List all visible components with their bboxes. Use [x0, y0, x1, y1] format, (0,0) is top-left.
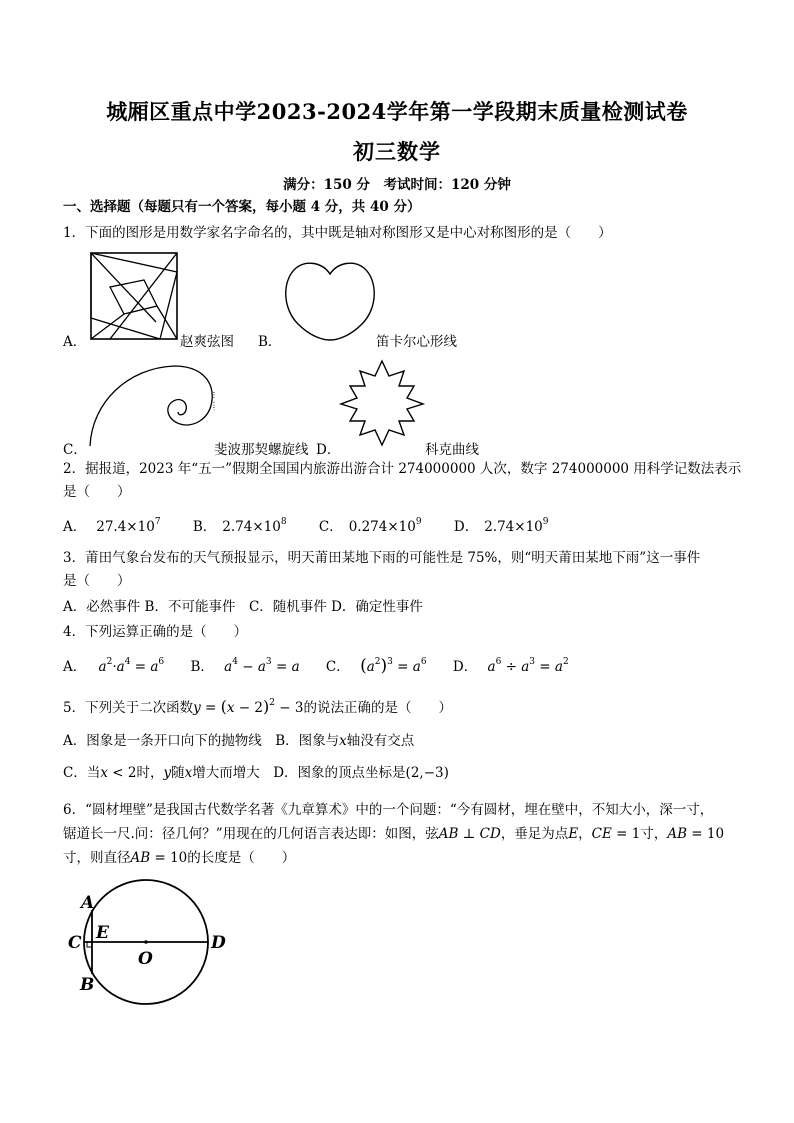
q2-option-d-base: 2.74×10	[484, 519, 543, 535]
q1-option-d-letter: D．	[316, 442, 341, 458]
q2-option-c-base: 0.274×10	[348, 519, 416, 535]
question-5-stem	[63, 697, 452, 718]
q5-option-c-tail: 增大而增大 D．图象的顶点坐标是	[192, 765, 406, 781]
q4-option-a-expr: $a^2\cdot a^4 = a^6$	[98, 657, 165, 675]
question-5-options-cd	[63, 763, 449, 783]
question-3-options: A．必然事件 B．不可能事件 C．随机事件 D．确定性事件	[63, 599, 423, 615]
q5-stem-prefix: 5．下列关于二次函数	[63, 700, 194, 716]
q5-option-a: A．图象是一条开口向下的抛物线 B．图象与	[63, 733, 340, 749]
q5-vertex: (2,−3)	[405, 765, 449, 781]
question-1-stem: 1．下面的图形是用数学家名字命名的，其中既是轴对称图形又是中心对称图形的是（ ）	[63, 225, 612, 241]
q4-option-c-expr: $(a^2)^3 = a^6$	[360, 656, 427, 676]
q5-x-var-2: x	[184, 765, 193, 781]
q6-line3-a: 寸，则直径	[63, 850, 131, 866]
question-3-stem: 3．莆田气象台发布的天气预报显示，明天莆田某地下雨的可能性是 75%，则“明天莆田某地下雨”这一事件	[63, 550, 701, 566]
q4-option-a: A．	[63, 659, 87, 675]
q6-ce-expr: CE = 1	[591, 826, 641, 842]
q5-option-c-mid: 时，	[136, 765, 164, 781]
q4-option-d: D．	[452, 659, 478, 675]
exam-subject: 初三数学	[353, 139, 441, 164]
q4-option-b: B．	[190, 659, 214, 675]
question-6-line1: 6．“圆材埋壁”是我国古代数学名著《九章算术》中的一个问题：“今有圆材，埋在壁中，不知大小，深一寸，	[63, 802, 714, 818]
q2-option-b-base: 2.74×10	[222, 519, 281, 535]
q6-diameter-expr: AB = 10	[130, 850, 188, 866]
q6-line3-b: 的长度是（ ）	[187, 850, 296, 866]
q4-option-c: C．	[325, 659, 350, 675]
q6-line2-a: 锯道长一尺.问：径几何？”用现在的几何语言表达即：如图，弦	[63, 826, 439, 842]
label-d: D	[211, 933, 226, 953]
q1-option-c-caption: 斐波那契螺旋线	[214, 442, 309, 458]
question-2-stem: 2．据报道，2023 年“五一”假期全国国内旅游出游合计 274000000 人次，数字 274000000 用科学记数法表示	[63, 461, 742, 477]
label-b: B	[80, 975, 95, 995]
koch-snowflake-figure	[337, 359, 427, 445]
question-4-options	[63, 656, 569, 677]
q6-line2-d: 寸，	[640, 826, 668, 842]
q2-option-a-base: 27.4×10	[96, 519, 155, 535]
question-3-stem-cont: 是（ ）	[63, 573, 131, 589]
label-a: A	[81, 893, 95, 913]
q5-option-c-cond: x < 2	[100, 765, 137, 781]
q1-option-c-letter: C．	[63, 442, 87, 458]
q6-point-e: E	[568, 826, 579, 842]
q2-option-b: B．	[192, 519, 217, 535]
q5-option-c-prefix: C．当	[63, 765, 101, 781]
exam-info: 满分：150 分 考试时间：120 分钟	[283, 177, 511, 193]
q1-option-a-caption: 赵爽弦图	[180, 334, 234, 350]
q6-ab-expr: AB = 10	[667, 826, 725, 842]
q2-option-d-exp: 9	[542, 517, 549, 527]
question-2-stem-cont: 是（ ）	[63, 484, 131, 500]
q2-option-a: A．	[63, 519, 87, 535]
question-5-options-ab	[63, 731, 414, 751]
q5-option-c-mid2: 随	[171, 765, 185, 781]
q5-option-b-tail: 轴没有交点	[346, 733, 415, 749]
q1-option-a-letter: A．	[63, 334, 87, 350]
label-c: C	[68, 933, 82, 953]
q6-line2-c: ，	[578, 826, 592, 842]
label-e: E	[96, 923, 109, 943]
q2-option-c-exp: 9	[415, 517, 422, 527]
q1-option-b-letter: B．	[258, 334, 282, 350]
q2-option-a-exp: 7	[154, 517, 161, 527]
question-6-line2	[63, 824, 724, 844]
q1-option-b-caption: 笛卡尔心形线	[376, 334, 457, 350]
label-o: O	[138, 949, 153, 969]
q5-function-expr: $y = (x - 2)^2 - 3$	[193, 697, 304, 716]
q2-option-d: D．	[453, 519, 479, 535]
q6-line2-b: ，垂足为点	[500, 826, 569, 842]
circle-chord-figure	[66, 872, 236, 997]
center-point	[144, 940, 148, 944]
q5-stem-suffix: 的说法正确的是（ ）	[303, 700, 452, 716]
q4-option-b-expr: $a^4 - a^3 = a$	[224, 657, 300, 675]
q2-option-c: C．	[318, 519, 343, 535]
question-4-stem: 4．下列运算正确的是（ ）	[63, 624, 248, 640]
q2-option-b-exp: 8	[280, 517, 287, 527]
cardioid-figure	[284, 258, 376, 340]
q5-x-var: x	[339, 733, 347, 749]
fibonacci-spiral-figure	[88, 362, 218, 450]
q5-y-var: y	[163, 765, 172, 781]
q1-option-d-caption: 科克曲线	[425, 442, 479, 458]
q6-chord-expr: AB ⊥ CD	[438, 826, 501, 842]
zhao-shuang-figure	[90, 252, 180, 342]
question-6-line3	[63, 848, 295, 868]
section-heading: 一、选择题（每题只有一个答案，每小题 4 分，共 40 分）	[63, 199, 421, 215]
q4-option-d-expr: $a^6 \div a^3 = a^2$	[487, 657, 569, 675]
question-2-options	[63, 517, 549, 537]
exam-title: 城厢区重点中学2023-2024学年第一学段期末质量检测试卷	[106, 99, 688, 124]
